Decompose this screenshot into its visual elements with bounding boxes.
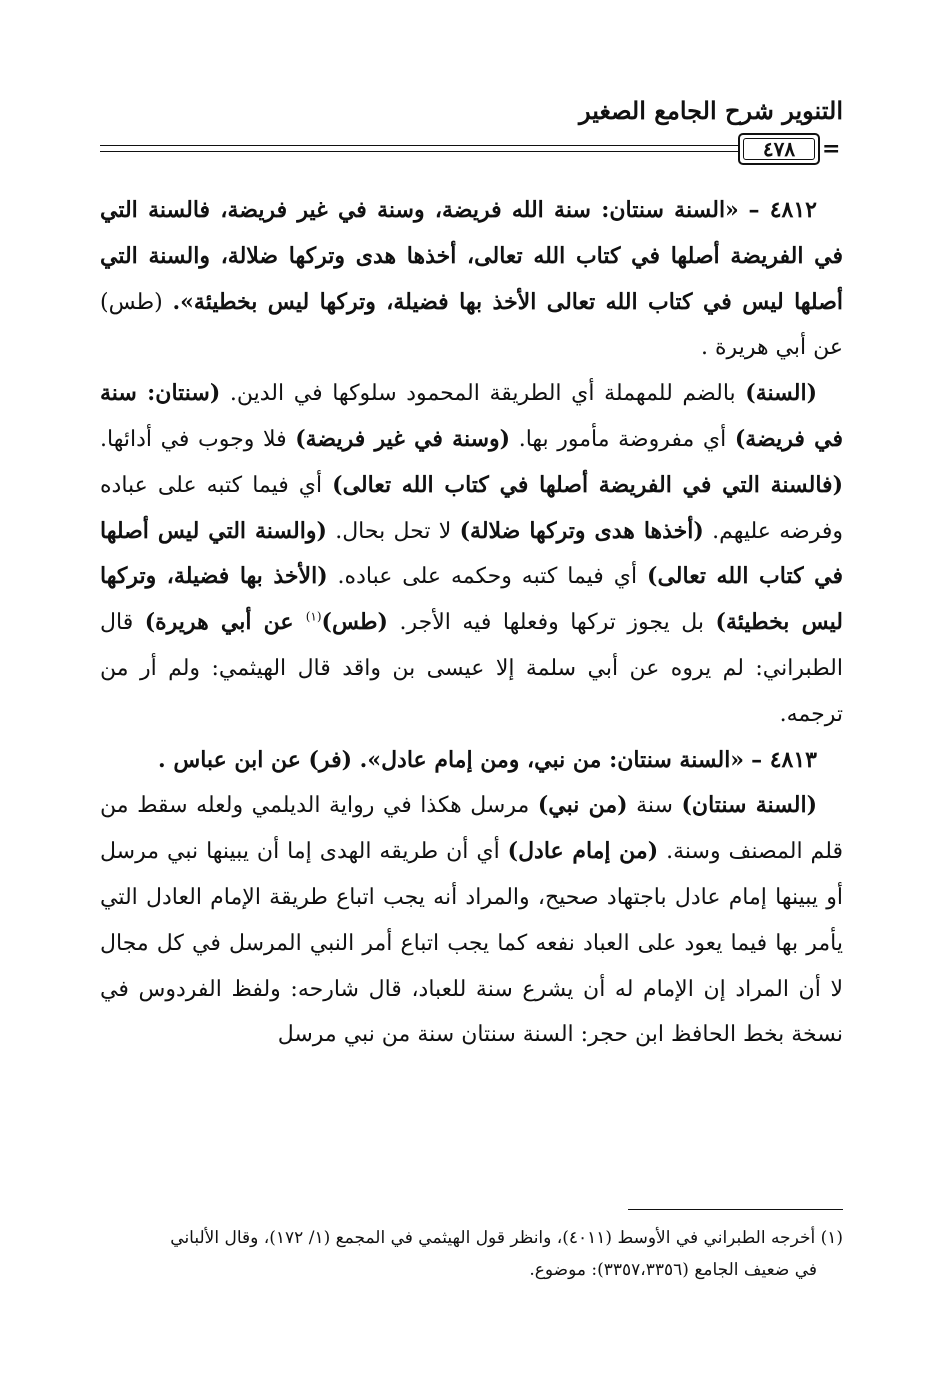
footnote-marker[interactable]: (١) [305,609,322,624]
commentary-text: بل يجوز تركها وفعلها فيه الأجر. [387,610,716,636]
hadith-4813-text: «السنة سنتان: من نبي، ومن إمام عادل». (فر) عن ابن عباس . [158,746,745,773]
page-number: ٤٧٨ [762,137,796,161]
commentary-term: (السنة) [745,380,817,407]
footnote-separator [628,1209,843,1210]
commentary-text: أي أن طريقه الهدى إما أن يبينها نبي مرسل أو يبينها إمام عادل باجتهاد صحيح، والمراد أنه يجب اتباع طريقة الإمام العادل التي يأمر بها فيما يعود على العباد نفعه كما يجب اتباع أمر النبي المرسل في كل مجال لا أن المراد إن الإمام له أن يشرع سنة للعباد، قال شارحه: ولفظ الفردوس في نسخة بخط الحافظ ابن حجر: السنة سنتان سنة من نبي مرسل [100,839,843,1048]
commentary-term: (الأخذ بها فضيلة، وتركها ليس بخطيئة) [100,563,843,636]
commentary-4812 [100,371,843,737]
commentary-term: (فالسنة التي في الفريضة أصلها في كتاب الله تعالى) [332,471,843,498]
hadith-4813-number: ٤٨١٣ – [751,746,817,773]
commentary-text: قال الطبراني: لم يروه عن أبي سلمة إلا عيسى بن واقد قال الهيثمي: ولم أر من ترجمه. [100,610,843,727]
commentary-text: فلا وجوب في أدائها. [100,426,296,452]
header-rule-bottom [100,151,740,152]
commentary-term: (السنة سنتان) [681,792,817,819]
header-rule-top [100,145,740,146]
commentary-term: (والسنة التي ليس أصلها في كتاب الله تعالى) [100,517,844,590]
commentary-4813 [100,783,843,1058]
hadith-4812-number: ٤٨١٢ – [748,197,817,223]
commentary-text: أي مفروضة مأمور بها. [510,426,735,452]
footnote-1-line-2: في ضعيف الجامع (٣٣٥٧،٣٣٥٦): موضوع. [529,1260,817,1280]
page-number-dash: = [822,136,841,162]
commentary-term: (سنتان: سنة في فريضة) [100,380,843,452]
commentary-term: (من إمام عادل) [507,838,659,865]
commentary-term: (طس) [321,609,388,636]
commentary-text: أي فيما كتبه على عباده وفرضه عليهم. [100,472,843,544]
commentary-text: لا تحل بحال. [326,518,460,544]
commentary-term: عن أبي هريرة) [144,609,306,636]
commentary-text: بالضم للمهملة أي الطريقة المحمود سلوكها في الدين. [220,381,746,407]
page-number-frame [738,133,820,165]
footnote-1-line-1: (١) أخرجه الطبراني في الأوسط (٤٠١١)، وانظر قول الهيثمي في المجمع (١/ ١٧٢)، وقال الألباني [170,1228,843,1248]
main-text [100,188,843,1058]
commentary-term: (أخذها هدى وتركها ضلالة) [459,517,704,544]
hadith-4812 [100,188,843,371]
footnotes [100,1222,843,1286]
hadith-4812-text: «السنة سنتان: سنة الله فريضة، وسنة في غير فريضة، فالسنة التي في الفريضة أصلها في كتاب الله تعالى، أخذها هدى وتركها ضلالة، والسنة التي أصلها ليس في كتاب الله تعالى الأخذ بها فضيلة، وتركها ليس بخطيئة». [100,197,843,315]
commentary-text: أي فيما كتبه وحكمه على عباده. [327,564,648,590]
commentary-term: (من نبي) [537,792,628,819]
commentary-text: سنة [627,793,682,819]
hadith-4812-source: (طس) عن أبي هريرة . [100,289,843,361]
hadith-4813 [100,738,843,784]
running-header-title: التنوير شرح الجامع الصغير [579,96,843,125]
commentary-text: مرسل هكذا في رواية الديلمي ولعله سقط من قلم المصنف وسنة. [100,793,843,865]
commentary-term: (وسنة في غير فريضة) [295,425,511,452]
